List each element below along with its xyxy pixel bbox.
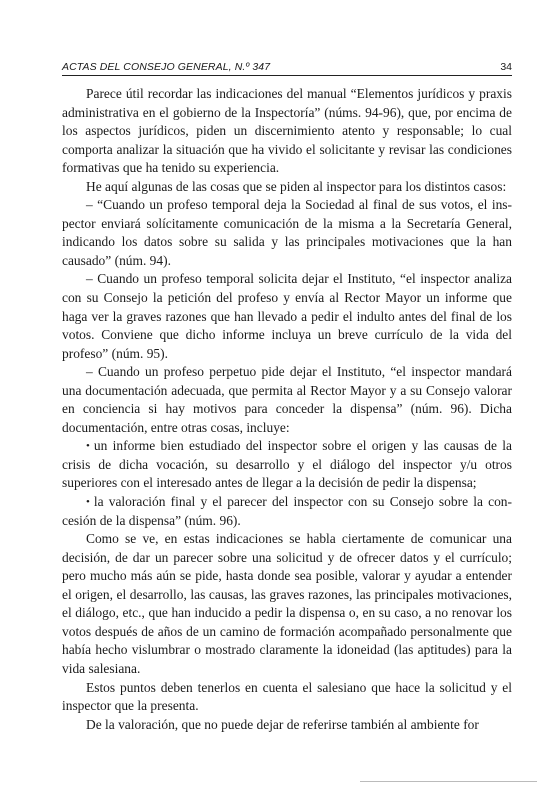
running-header <box>62 59 512 76</box>
bullet-icon: • <box>86 496 90 509</box>
page-number: 34 <box>500 61 512 73</box>
paragraph: Parece útil recordar las indicaciones del manual “Elementos jurídicos y praxis administrativa en el gobierno de la Inspectoría” (núms. 94-96), que, por encima de los aspectos jurídicos, piden un discernimiento atento y responsable; lo cual comporta analizar la situación que ha vivido el solicitante y revisar las condiciones formativas que ha tenido su experiencia. <box>62 86 512 176</box>
bullet-text: un informe bien estudiado del inspector sobre el origen y las causas de la crisis de dicha vocación, su desarrollo y el diálogo del inspector y/u otros superiores con el interesado antes de llegar a la decisión de pedir la dispensa; <box>62 438 512 491</box>
bottom-divider <box>360 781 537 782</box>
journal-title: ACTAS DEL CONSEJO GENERAL, N.º 347 <box>62 61 271 73</box>
bullet-text: la valoración final y el parecer del inspector con su Consejo sobre la concesión de la dispensa” (núm. 96). <box>62 494 512 528</box>
paragraph: He aquí algunas de las cosas que se piden al inspector para los distintos casos: <box>86 178 507 194</box>
paragraph: – Cuando un profeso temporal solicita dejar el Instituto, “el inspector analiza con su Consejo la petición del profeso y envía al Rector Mayor un informe que haga ver la graves razones que han llevado a pedir el indulto antes del final de los votos. Conviene que dicho informe incluya un breve currículo de la vida del profeso” (núm. 95). <box>62 271 512 361</box>
bullet-item <box>62 437 512 493</box>
bullet-icon: • <box>86 440 90 453</box>
bullet-item <box>62 493 512 530</box>
paragraph: – Cuando un profeso perpetuo pide dejar el Instituto, “el inspector mandará una documentación adecuada, que permita al Rector Mayor y a su Consejo valorar en conciencia si hay motivos para conceder la dispensa” (núm. 96). Dicha documentación, entre otras cosas, incluye: <box>62 364 512 435</box>
document-body <box>62 85 512 734</box>
paragraph: – “Cuando un profeso temporal deja la Sociedad al final de sus votos, el inspector enviará solícitamente comunicación de la misma a la Secretaría General, indicando los datos sobre su salida y las principales motivaciones que la han causado” (núm. 94). <box>62 197 512 268</box>
paragraph: Estos puntos deben tenerlos en cuenta el salesiano que hace la solicitud y el inspector que la presenta. <box>62 679 512 714</box>
paragraph: Como se ve, en estas indicaciones se habla ciertamente de comunicar una decisión, de dar un parecer sobre una solicitud y de ofrecer datos y el currículo; pero mucho más aún se pide, hasta donde sea posible, valorar y ayudar a entender el origen, el desarrollo, las causas, las graves razones, las principales motivaciones, el diálogo, etc., que han inducido a pedir la dispensa o, en su caso, a no renovar los votos después de años de un camino de formación acompañado personalmente que había hecho vislumbrar o mostrado claramente la idoneidad (las aptitudes) para la vida salesiana. <box>62 531 512 676</box>
paragraph: De la valoración, que no puede dejar de referirse también al ambiente for <box>86 716 479 732</box>
